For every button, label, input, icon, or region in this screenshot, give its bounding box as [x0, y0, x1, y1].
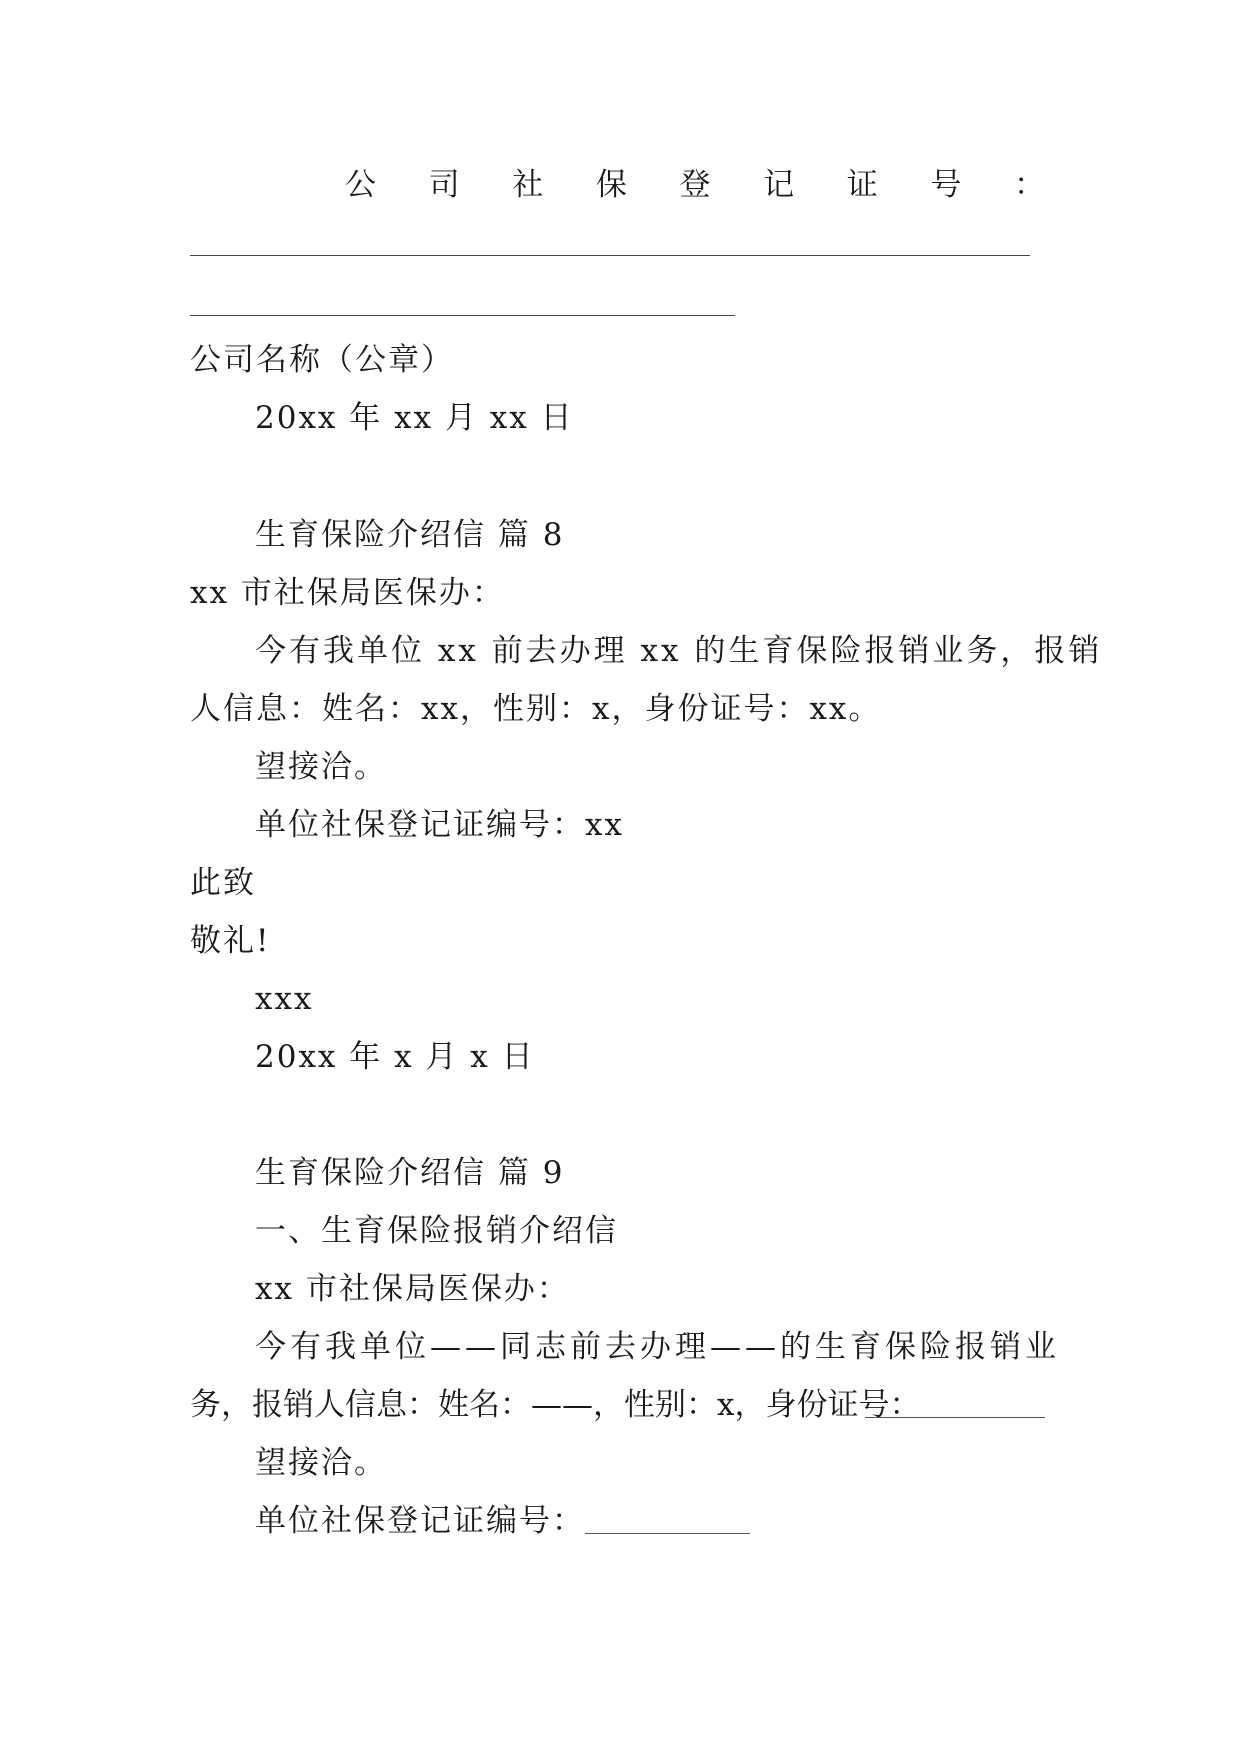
heading-char: 社 [512, 167, 544, 203]
fill-in-line [190, 315, 735, 316]
body-text: 今有我单位 xx 前去办理 xx 的生育保险报销业务，报销 [255, 633, 1103, 669]
registration-number: 单位社保登记证编号：xx [255, 807, 624, 843]
closing-remark: 望接洽。 [255, 1445, 387, 1481]
company-name-seal: 公司名称（公章） [190, 342, 454, 378]
recipient: xx 市社保局医保办： [190, 575, 505, 611]
body-text: 人信息：姓名：xx，性别：x，身份证号：xx。 [190, 691, 882, 727]
registration-number-heading [345, 165, 1045, 205]
subsection-title: 一、生育保险报销介绍信 [255, 1213, 618, 1249]
section-title: 生育保险介绍信 篇 8 [255, 517, 565, 553]
fill-in-line [190, 255, 1030, 256]
heading-char: 公 [345, 167, 376, 203]
heading-char: 记 [763, 167, 795, 203]
heading-char: 司 [428, 167, 460, 203]
closing-remark: 望接洽。 [255, 749, 387, 785]
heading-char: 号 [930, 167, 962, 203]
id-number-blank [865, 1417, 1045, 1418]
registration-number-blank [585, 1533, 750, 1534]
body-text: 今有我单位——同志前去办理——的生育保险报销业 [255, 1329, 1060, 1365]
signer: xxx [255, 981, 314, 1017]
body-text: 务，报销人信息：姓名：——，性别：x，身份证号： [190, 1387, 921, 1423]
salutation: 此致 [190, 865, 256, 901]
section-title: 生育保险介绍信 篇 9 [255, 1155, 565, 1191]
heading-char: ： [1014, 167, 1045, 203]
heading-char: 证 [846, 167, 878, 203]
heading-char: 保 [595, 167, 627, 203]
recipient: xx 市社保局医保办： [255, 1271, 570, 1307]
salutation: 敬礼! [190, 923, 271, 959]
heading-char: 登 [679, 167, 711, 203]
letter-date: 20xx 年 x 月 x 日 [255, 1039, 535, 1075]
registration-number: 单位社保登记证编号： [255, 1503, 585, 1539]
letter-date: 20xx 年 xx 月 xx 日 [255, 400, 574, 436]
